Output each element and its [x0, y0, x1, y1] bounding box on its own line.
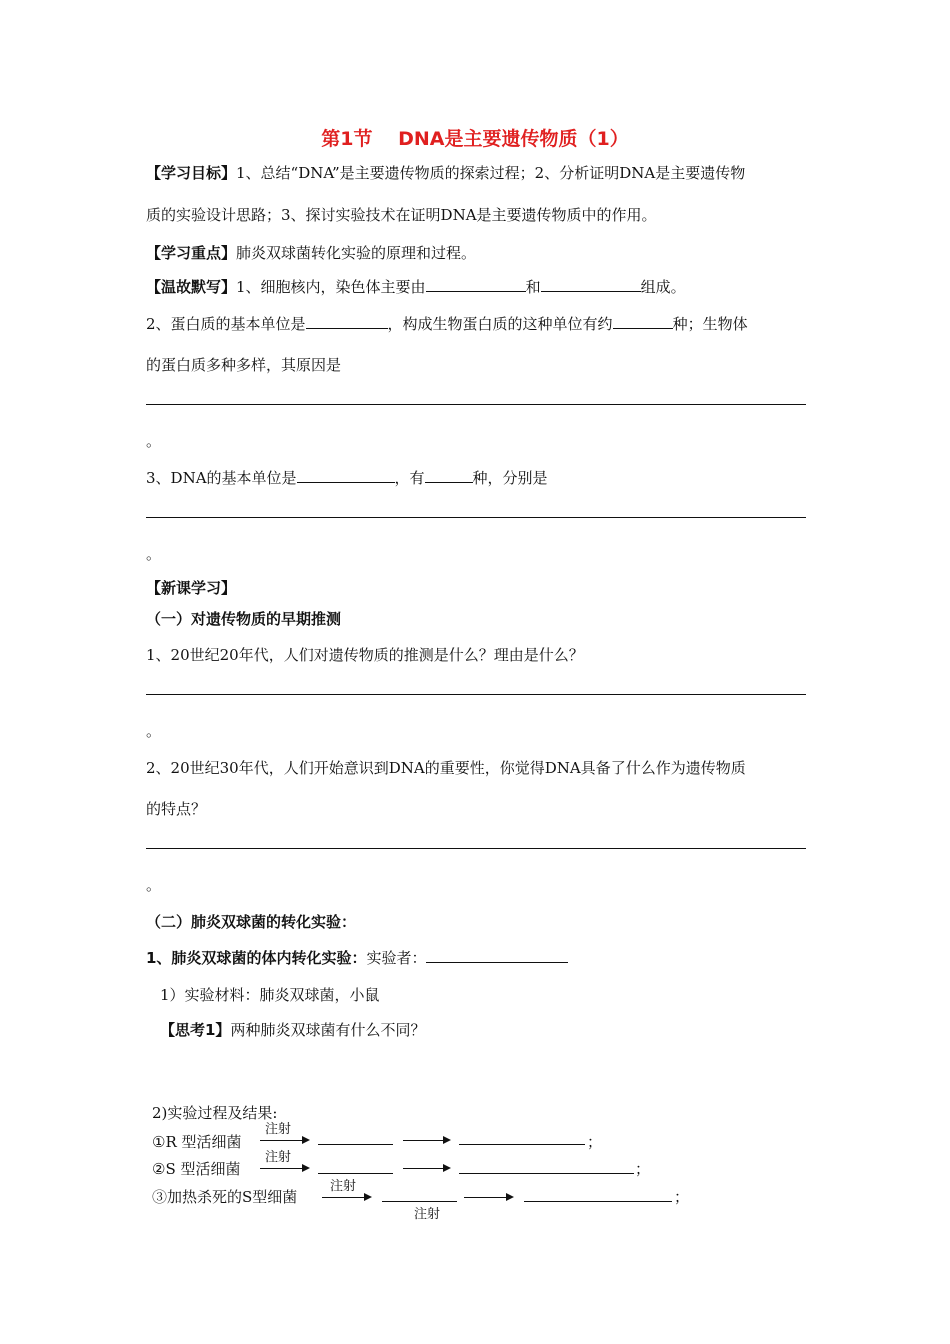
arrow-icon	[403, 1168, 449, 1169]
answer-blank[interactable]	[306, 313, 388, 329]
answer-blank[interactable]	[459, 1173, 634, 1174]
review-q2	[146, 313, 748, 334]
answer-blank[interactable]	[297, 467, 395, 483]
answer-line[interactable]	[146, 694, 806, 695]
process-row-3: ③加热杀死的S型细菌	[152, 1188, 298, 1206]
review-q1-text: 1、细胞核内，染色体主要由	[236, 278, 426, 296]
page-title: 第1节 DNA是主要遗传物质（1）	[321, 128, 629, 150]
answer-blank[interactable]	[459, 1144, 585, 1145]
period-mark: 。	[146, 432, 162, 450]
review-q2-line2: 的蛋白质多种多样，其原因是	[146, 356, 342, 374]
section-1-heading: （一）对遗传物质的早期推测	[146, 610, 342, 628]
section-1-q2-line1: 2、20世纪30年代，人们开始意识到DNA的重要性，你觉得DNA具备了什么作为遗传物质	[146, 759, 746, 777]
review-q1	[146, 276, 686, 297]
review-q3	[146, 467, 548, 488]
answer-blank[interactable]	[524, 1201, 672, 1202]
experiment-1-title: 1、肺炎双球菌的体内转化实验：	[146, 949, 367, 967]
answer-blank[interactable]	[425, 467, 473, 483]
think-1	[160, 1019, 425, 1040]
arrow-icon	[322, 1197, 370, 1198]
review-q3-mid: ，有	[394, 469, 425, 487]
arrow-icon	[464, 1197, 512, 1198]
review-q3-end: 种，分别是	[472, 469, 548, 487]
answer-blank[interactable]	[426, 276, 526, 292]
review-label: 【温故默写】	[146, 278, 237, 296]
experimenter-label: 实验者：	[366, 949, 427, 967]
process-row-2: ②S 型活细菌	[152, 1160, 241, 1178]
experiment-1	[146, 947, 568, 968]
inject-label: 注射	[265, 1122, 292, 1137]
answer-blank[interactable]	[318, 1173, 393, 1174]
section-1-q2-line2: 的特点？	[146, 800, 207, 818]
arrow-icon	[260, 1168, 308, 1169]
review-q1-and: 和	[525, 278, 541, 296]
answer-line[interactable]	[146, 848, 806, 849]
answer-line[interactable]	[146, 517, 806, 518]
period-mark: 。	[146, 722, 162, 740]
focus-label: 【学习重点】	[146, 244, 237, 262]
answer-line[interactable]	[146, 404, 806, 405]
focus-text: 肺炎双球菌转化实验的原理和过程。	[236, 244, 477, 262]
new-lesson-label: 【新课学习】	[146, 579, 237, 597]
semicolon: ；	[587, 1133, 603, 1151]
process-heading: 2)实验过程及结果:	[152, 1104, 278, 1122]
review-q2-end: 种；生物体	[672, 315, 748, 333]
period-mark: 。	[146, 876, 162, 894]
process-row-1: ①R 型活细菌	[152, 1133, 242, 1151]
answer-blank[interactable]	[382, 1201, 457, 1202]
answer-blank[interactable]	[318, 1144, 393, 1145]
semicolon: ；	[674, 1188, 690, 1206]
section-1-q1: 1、20世纪20年代，人们对遗传物质的推测是什么？理由是什么？	[146, 646, 584, 664]
experiment-material: 1）实验材料：肺炎双球菌，小鼠	[160, 986, 380, 1004]
answer-blank[interactable]	[541, 276, 641, 292]
think-1-label: 【思考1】	[160, 1021, 231, 1039]
inject-label: 注射	[414, 1207, 441, 1222]
answer-blank[interactable]	[426, 947, 568, 963]
review-q2-mid: ，构成生物蛋白质的这种单位有约	[387, 315, 613, 333]
review-q3-text: 3、DNA的基本单位是	[146, 469, 297, 487]
think-1-text: 两种肺炎双球菌有什么不同？	[230, 1021, 426, 1039]
review-q1-end: 组成。	[640, 278, 686, 296]
section-2-heading: （二）肺炎双球菌的转化实验：	[146, 913, 357, 931]
learning-focus	[146, 242, 476, 263]
arrow-icon	[403, 1140, 449, 1141]
semicolon: ；	[635, 1160, 651, 1178]
goals-text-2: 质的实验设计思路；3、探讨实验技术在证明DNA是主要遗传物质中的作用。	[146, 206, 657, 224]
review-q2-text: 2、蛋白质的基本单位是	[146, 315, 306, 333]
period-mark: 。	[146, 545, 162, 563]
arrow-icon	[260, 1140, 308, 1141]
inject-label: 注射	[330, 1179, 357, 1194]
inject-label: 注射	[265, 1150, 292, 1165]
goals-label: 【学习目标】	[146, 164, 237, 182]
answer-blank[interactable]	[613, 313, 673, 329]
goals-text-1: 1、总结“DNA”是主要遗传物质的探索过程；2、分析证明DNA是主要遗传物	[236, 164, 746, 182]
learning-goals-line1	[146, 162, 745, 183]
